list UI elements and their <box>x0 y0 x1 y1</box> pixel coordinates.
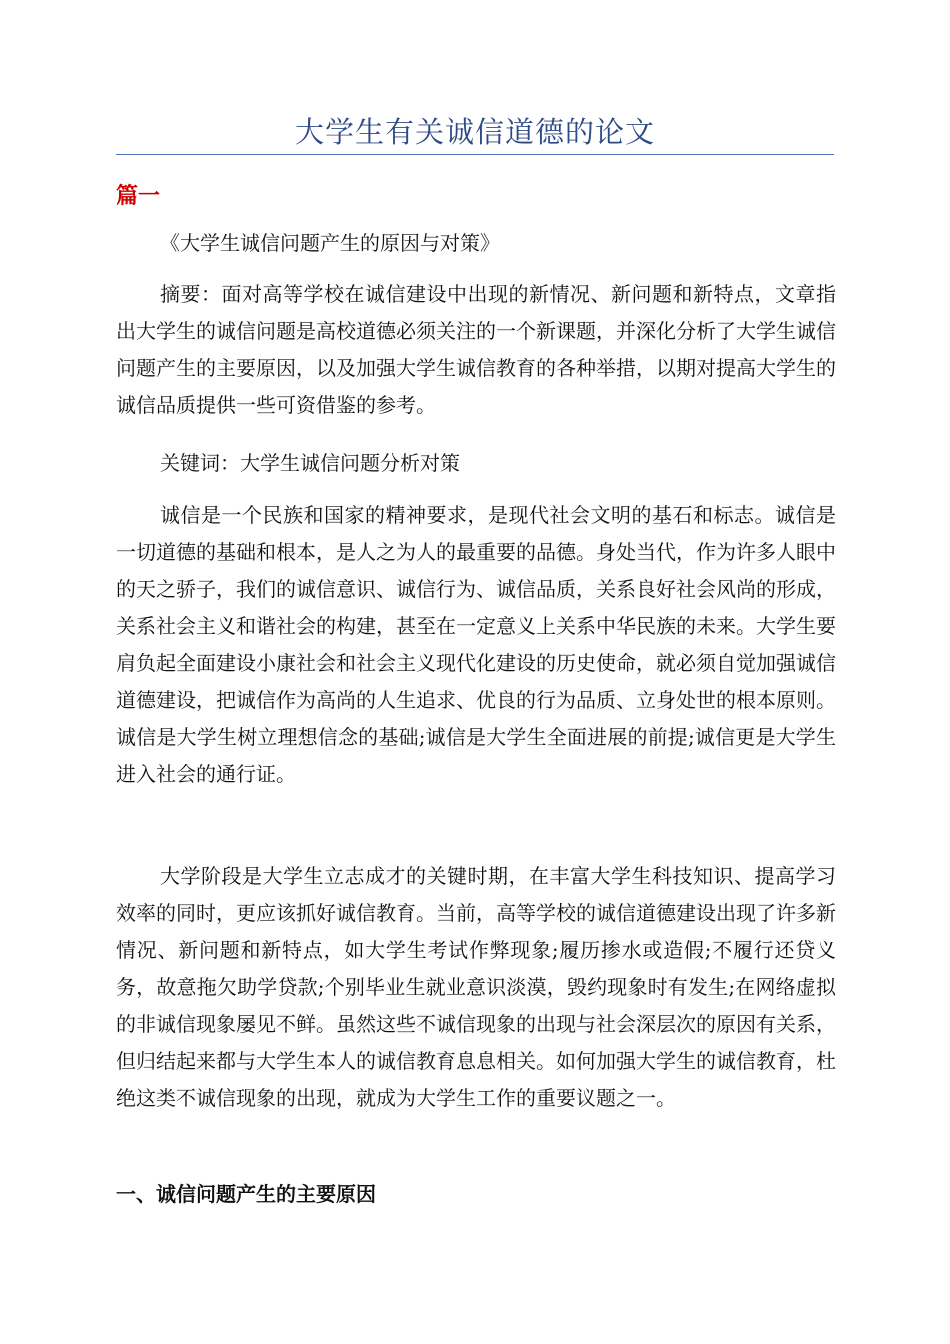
document-title: 大学生有关诚信道德的论文 <box>294 115 655 149</box>
section-label: 篇一 <box>116 184 161 209</box>
body-paragraph-2: 大学阶段是大学生立志成才的关键时期，在丰富大学生科技知识、提高学习效率的同时，更应该抓好诚信教育。当前，高等学校的诚信道德建设出现了许多新情况、新问题和新特点，如大学生考试作弊现象;履历掺水或造假;不履行还贷义务，故意拖欠助学贷款;个别毕业生就业意识淡漠，毁约现象时有发生;在网络虚拟的非诚信现象屡见不鲜。虽然这些不诚信现象的出现与社会深层次的原因有关系，但归结起来都与大学生本人的诚信教育息息相关。如何加强大学生的诚信教育，杜绝这类不诚信现象的出现，就成为大学生工作的重要议题之一。 <box>116 864 836 1110</box>
section-heading-1: 一、诚信问题产生的主要原因 <box>116 1182 376 1206</box>
title-underline <box>116 154 834 155</box>
article-title: 《大学生诚信问题产生的原因与对策》 <box>160 231 500 255</box>
abstract-paragraph: 摘要：面对高等学校在诚信建设中出现的新情况、新问题和新特点，文章指出大学生的诚信问题是高校道德必须关注的一个新课题，并深化分析了大学生诚信问题产生的主要原因，以及加强大学生诚信教育的各种举措，以期对提高大学生的诚信品质提供一些可资借鉴的参考。 <box>116 282 836 417</box>
keywords-line: 关键词：大学生诚信问题分析对策 <box>160 451 460 475</box>
body-paragraph-1: 诚信是一个民族和国家的精神要求，是现代社会文明的基石和标志。诚信是一切道德的基础和根本，是人之为人的最重要的品德。身处当代，作为许多人眼中的天之骄子，我们的诚信意识、诚信行为、诚信品质，关系良好社会风尚的形成，关系社会主义和谐社会的构建，甚至在一定意义上关系中华民族的未来。大学生要肩负起全面建设小康社会和社会主义现代化建设的历史使命，就必须自觉加强诚信道德建设，把诚信作为高尚的人生追求、优良的行为品质、立身处世的根本原则。诚信是大学生树立理想信念的基础;诚信是大学生全面进展的前提;诚信更是大学生进入社会的通行证。 <box>116 503 836 786</box>
